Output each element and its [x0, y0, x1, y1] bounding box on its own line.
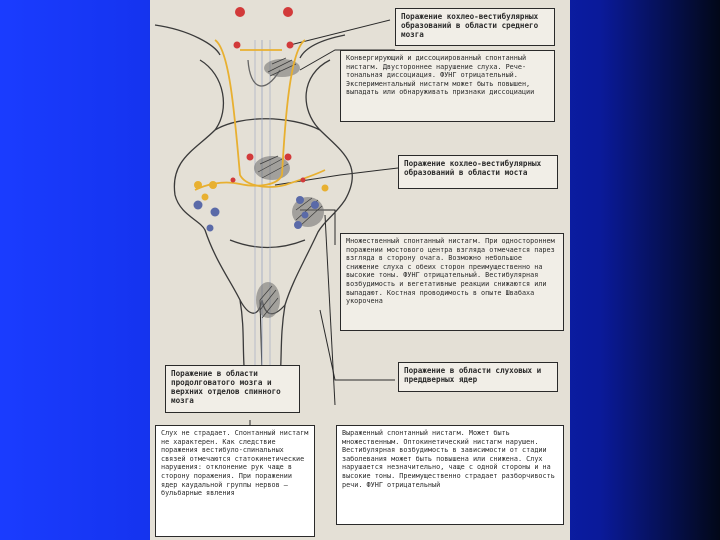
nuclei-title-box [398, 362, 558, 392]
hatch-lines [258, 58, 322, 318]
medulla-title-box [165, 365, 300, 413]
medulla-description-box [155, 425, 315, 537]
brainstem-outline [155, 25, 352, 380]
midbrain-title: Поражение кохлео-вестибулярных образований в области среднего мозга [401, 12, 539, 39]
medulla-description: Слух не страдает. Спонтанный нистагм не характерен. Как следствие поражения вестибуло-спинальных связей отмечаются статокинетические нарушения: отклонение рук чаще в сторону поражения. При поражении ядер каудальной группы нервов — бульбарные явления [161, 429, 309, 498]
red-nuclei [231, 7, 306, 183]
midbrain-description: Конвергирующий и диссоциированный спонтанный нистагм. Двустороннее нарушение слуха. Рече-тональная диссоциация. ФУНГ отрицательный. Экспериментальный нистагм может быть повышен, выпадать или обнаруживать признаки диссоциации [346, 54, 535, 97]
lesion-hatching [254, 59, 324, 318]
pons-title: Поражение кохлео-вестибулярных образований в области моста [404, 159, 542, 177]
midbrain-title-box [395, 8, 555, 46]
pons-description: Множественный спонтанный нистагм. При одностороннем поражении мостового центра взгляда отмечается парез взгляда в сторону очага. Возможно небольшое снижение слуха с обеих сторон преимущественно на высокие тоны. ФУНГ отрицательный. Вестибулярная возбудимость и вегетативные реакции снижаются или выпадают. Костная проводимость в опыте Швабаха укорочена [346, 237, 555, 306]
midbrain-description-box [340, 50, 555, 122]
nuclei-description: Выраженный спонтанный нистагм. Может быть множественным. Оптокинетический нистагм нарушен. Вестибулярная возбудимость в зависимости от стадии заболевания может быть повышена или снижена. Слух нарушается незначительно, чаще с одной стороны и на высокие тоны. Преимущественно страдает разборчивость речи. ФУНГ отрицательный [342, 429, 555, 489]
pons-description-box [340, 233, 564, 331]
nuclei-title: Поражение в области слуховых и преддверных ядер [404, 366, 542, 384]
medulla-title: Поражение в области продолговатого мозга и верхних отделов спинного мозга [171, 369, 281, 405]
pons-title-box [398, 155, 558, 189]
nuclei-description-box [336, 425, 564, 525]
